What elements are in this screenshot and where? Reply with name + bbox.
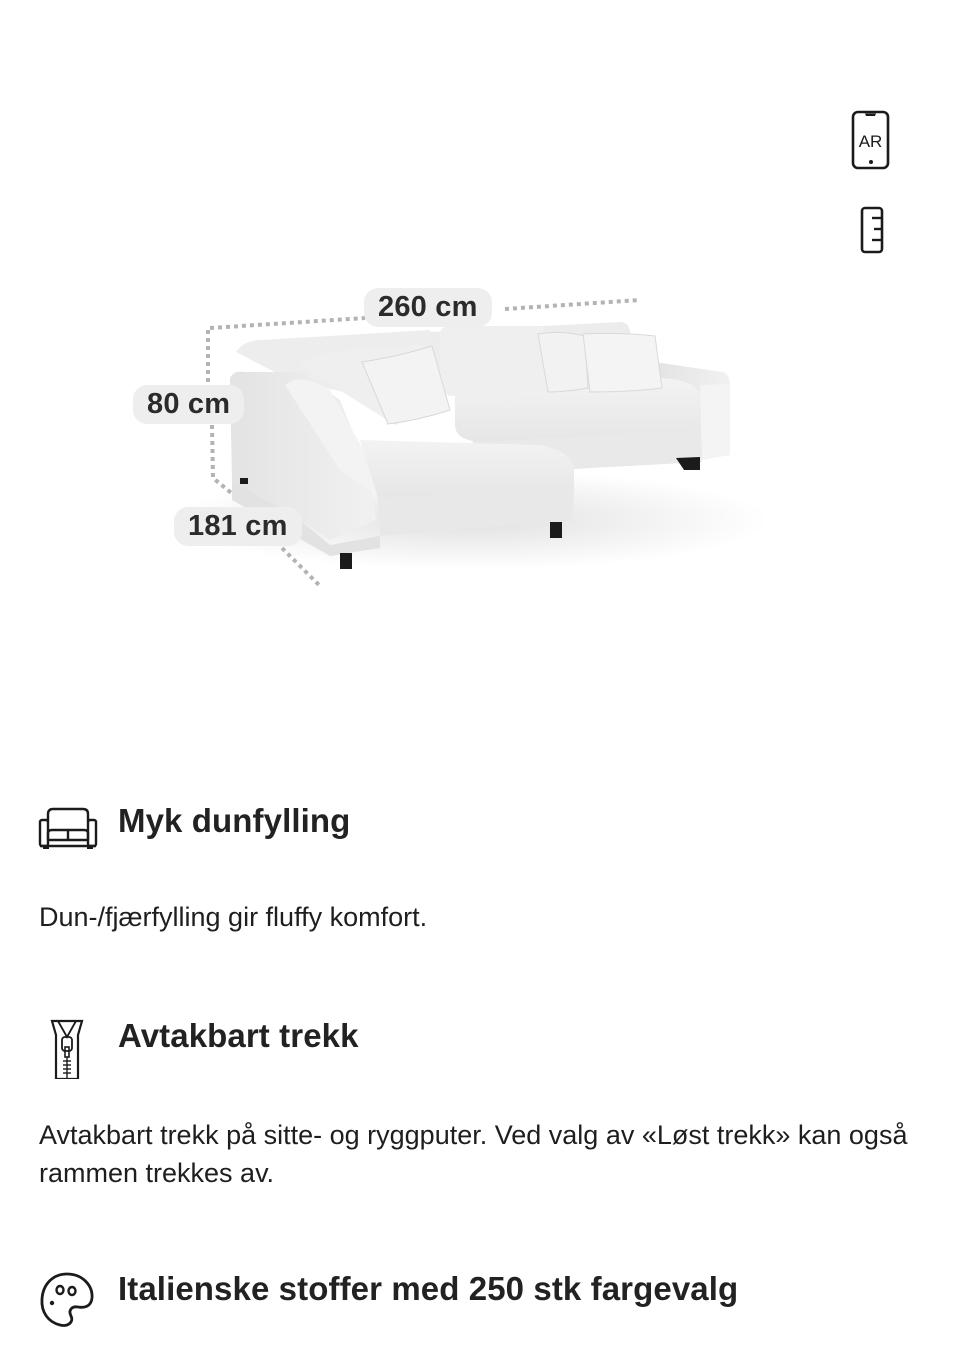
feature-description: Avtakbart trekk på sitte- og ryggputer. Ved valg av «Løst trekk» kan også rammen trekkes av. bbox=[39, 1120, 908, 1188]
svg-text:AR: AR bbox=[858, 132, 883, 151]
feature-soft-filling bbox=[0, 790, 960, 932]
feature-italian-fabrics bbox=[0, 1260, 960, 1330]
feature-title: Italienske stoffer med 250 stk fargevalg bbox=[118, 1270, 739, 1307]
feature-removable-cover bbox=[0, 1005, 960, 1188]
feature-title: Avtakbart trekk bbox=[118, 1017, 359, 1054]
palette-icon bbox=[38, 1270, 96, 1330]
height-dimension-label: 80 cm bbox=[133, 385, 244, 424]
view-tools bbox=[846, 104, 898, 264]
dimensions-button[interactable] bbox=[846, 204, 898, 264]
width-dimension-label: 260 cm bbox=[364, 288, 492, 327]
zipper-icon bbox=[48, 1013, 88, 1079]
sofa-icon bbox=[36, 804, 100, 852]
feature-description: Dun-/fjærfylling gir fluffy komfort. bbox=[39, 902, 428, 932]
depth-dimension-label: 181 cm bbox=[174, 507, 302, 546]
ar-phone-icon bbox=[846, 104, 898, 176]
feature-title: Myk dunfylling bbox=[118, 802, 351, 839]
ruler-icon bbox=[846, 204, 898, 264]
ar-view-button[interactable] bbox=[846, 104, 898, 176]
